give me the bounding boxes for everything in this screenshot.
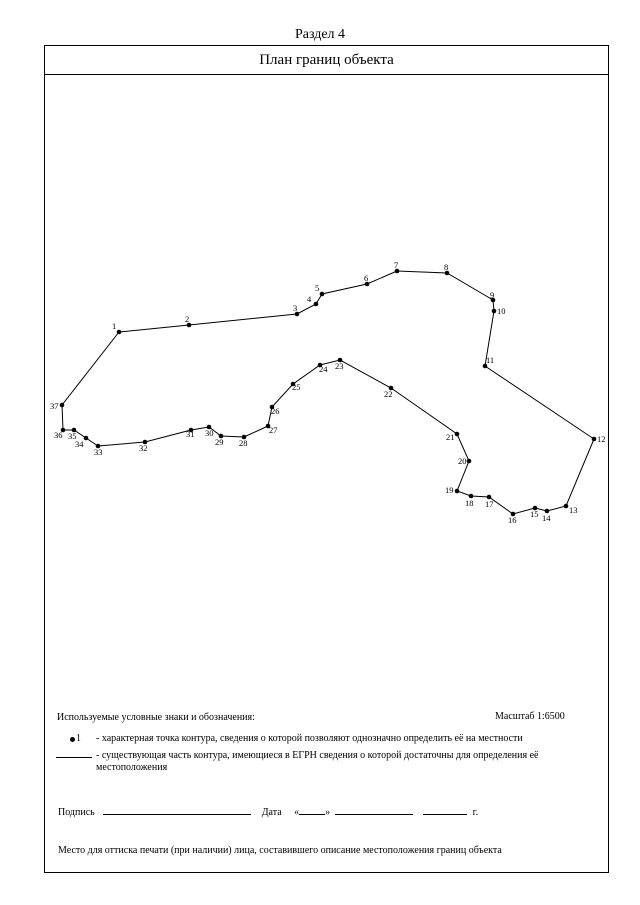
boundary-point bbox=[112, 321, 121, 334]
boundary-point bbox=[542, 509, 551, 523]
boundary-point-label: 29 bbox=[215, 437, 224, 447]
boundary-point bbox=[186, 428, 195, 439]
date-month-line[interactable] bbox=[335, 804, 413, 815]
boundary-point bbox=[508, 512, 517, 525]
boundary-point bbox=[139, 440, 148, 453]
boundary-point-label: 32 bbox=[139, 443, 148, 453]
boundary-point bbox=[530, 506, 539, 519]
boundary-point-label: 9 bbox=[490, 290, 495, 300]
boundary-point-marker bbox=[592, 437, 597, 442]
boundary-point bbox=[215, 434, 224, 447]
boundary-point-label: 4 bbox=[307, 294, 312, 304]
boundary-point-label: 6 bbox=[364, 273, 369, 283]
signature-label: Подпись bbox=[58, 807, 95, 818]
boundary-point-label: 27 bbox=[269, 425, 278, 435]
boundary-point-label: 11 bbox=[486, 355, 495, 365]
boundary-point-label: 25 bbox=[292, 382, 301, 392]
boundary-point-label: 14 bbox=[542, 513, 551, 523]
boundary-point-label: 18 bbox=[465, 498, 474, 508]
boundary-point-label: 28 bbox=[239, 438, 248, 448]
legend-point-desc: - характерная точка контура, сведения о которой позволяют однозначно определить её на местности bbox=[96, 733, 523, 744]
boundary-point-label: 13 bbox=[569, 505, 578, 515]
boundary-point-label: 15 bbox=[530, 509, 539, 519]
date-day-line[interactable] bbox=[299, 804, 325, 815]
boundary-point bbox=[266, 424, 278, 435]
signature-row bbox=[58, 804, 478, 818]
boundary-point-label: 33 bbox=[94, 447, 103, 457]
boundary-point-label: 20 bbox=[458, 456, 467, 466]
boundary-point-marker bbox=[455, 489, 460, 494]
boundary-point-label: 22 bbox=[384, 389, 393, 399]
boundary-point bbox=[318, 363, 329, 374]
legend-point-symbol bbox=[54, 733, 96, 745]
boundary-point bbox=[564, 504, 578, 515]
boundary-point bbox=[384, 386, 393, 399]
boundary-point-label: 37 bbox=[50, 401, 59, 411]
date-year-line[interactable] bbox=[423, 804, 467, 815]
legend-line-row bbox=[54, 750, 591, 774]
boundary-point-label: 17 bbox=[485, 499, 494, 509]
boundary-point bbox=[465, 494, 474, 508]
boundary-point-label: 21 bbox=[446, 432, 455, 442]
boundary-point-label: 31 bbox=[186, 429, 195, 439]
date-label: Дата bbox=[261, 807, 282, 818]
boundary-point-marker bbox=[117, 330, 122, 335]
scale-label: Масштаб 1:6500 bbox=[495, 711, 565, 722]
boundary-point-label: 5 bbox=[315, 283, 320, 293]
boundary-point-label: 30 bbox=[205, 428, 214, 438]
boundary-point-label: 3 bbox=[293, 303, 298, 313]
boundary-point bbox=[54, 428, 65, 440]
legend-point-dot bbox=[70, 737, 75, 742]
boundary-point bbox=[458, 456, 471, 466]
boundary-point-marker bbox=[492, 309, 497, 314]
boundary-point bbox=[444, 262, 449, 275]
quote-open: « bbox=[294, 807, 300, 818]
boundary-point bbox=[335, 358, 344, 371]
legend-line-desc: - существующая часть контура, имеющиеся в ЕГРН сведения о которой достаточны для определения её местоположения bbox=[96, 750, 539, 773]
stamp-place-text: Место для оттиска печати (при наличии) лица, составившего описание местоположения границ объекта bbox=[58, 845, 502, 856]
frame-header: План границ объекта bbox=[45, 46, 608, 75]
boundary-point-label: 36 bbox=[54, 430, 63, 440]
boundary-point bbox=[315, 283, 324, 296]
boundary-point-label: 34 bbox=[75, 439, 84, 449]
boundary-point-marker bbox=[320, 292, 325, 297]
legend-point-number: 1 bbox=[76, 733, 81, 744]
boundary-point bbox=[364, 273, 369, 286]
boundary-point-marker bbox=[314, 302, 319, 307]
boundary-point-marker bbox=[455, 432, 460, 437]
boundary-point-label: 19 bbox=[445, 485, 454, 495]
year-suffix: г. bbox=[472, 807, 479, 818]
boundary-point-label: 1 bbox=[112, 321, 117, 331]
boundary-point bbox=[483, 355, 494, 368]
legend-line-sample bbox=[56, 757, 92, 758]
boundary-point-label: 12 bbox=[597, 434, 606, 444]
boundary-contour bbox=[62, 271, 594, 514]
boundary-point-label: 2 bbox=[185, 314, 190, 324]
boundary-point-label: 16 bbox=[508, 515, 517, 525]
boundary-point bbox=[446, 432, 459, 442]
boundary-point-label: 7 bbox=[394, 260, 399, 270]
boundary-point bbox=[291, 382, 301, 392]
boundary-point-label: 26 bbox=[271, 406, 280, 416]
boundary-point bbox=[205, 425, 214, 438]
boundary-point-label: 24 bbox=[319, 364, 328, 374]
boundary-point-label: 35 bbox=[68, 431, 77, 441]
boundary-point bbox=[490, 290, 495, 302]
boundary-point-marker bbox=[84, 436, 89, 441]
boundary-point bbox=[307, 294, 318, 306]
boundary-point-label: 23 bbox=[335, 361, 344, 371]
boundary-point bbox=[445, 485, 459, 495]
section-title: Раздел 4 bbox=[294, 27, 346, 42]
legend-line-symbol bbox=[54, 750, 96, 774]
boundary-point bbox=[394, 260, 399, 273]
quote-close: » bbox=[325, 807, 331, 818]
boundary-point bbox=[270, 405, 280, 416]
legend-title: Используемые условные знаки и обозначения: bbox=[57, 712, 255, 723]
boundary-point-label: 8 bbox=[444, 262, 449, 272]
boundary-point-label: 10 bbox=[497, 306, 506, 316]
boundary-points bbox=[50, 260, 606, 525]
signature-line[interactable] bbox=[103, 804, 251, 815]
boundary-point-marker bbox=[467, 459, 472, 464]
legend-point-row bbox=[54, 733, 591, 745]
boundary-point-marker bbox=[564, 504, 569, 509]
boundary-point-marker bbox=[60, 403, 65, 408]
boundary-point bbox=[75, 436, 88, 449]
boundary-point bbox=[592, 434, 606, 444]
